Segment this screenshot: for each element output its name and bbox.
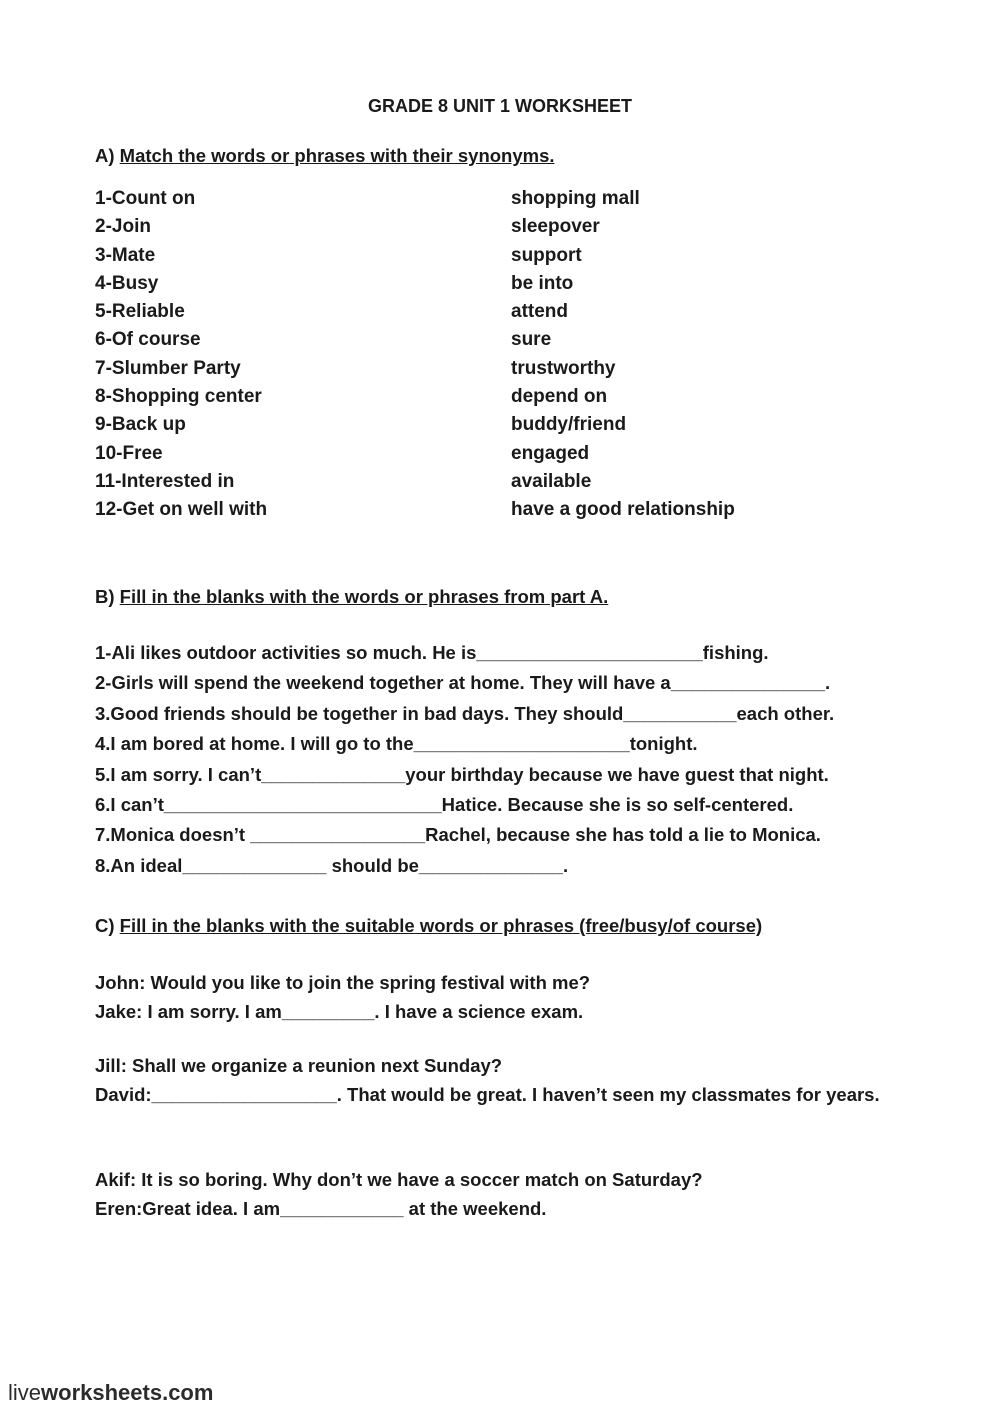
match-term: 8-Shopping center — [95, 386, 262, 408]
match-row — [95, 301, 915, 329]
match-term: 3-Mate — [95, 244, 156, 266]
match-row — [95, 188, 915, 216]
match-synonym: support — [511, 244, 582, 266]
match-synonym: available — [511, 470, 592, 492]
fill-sentence: 4.I am bored at home. I will go to the_____________________tonight. — [95, 733, 698, 755]
match-synonym: trustworthy — [511, 357, 616, 379]
match-synonym: sleepover — [511, 216, 600, 238]
dialogue-line: John: Would you like to join the spring festival with me? — [95, 972, 591, 993]
fill-sentence: 2-Girls will spend the weekend together at home. They will have a_______________. — [95, 672, 831, 694]
dialogue-line: Jill: Shall we organize a reunion next Sunday? — [95, 1055, 503, 1076]
section-b-heading — [95, 586, 608, 608]
match-term: 11-Interested in — [95, 470, 235, 492]
match-synonym: attend — [511, 301, 568, 323]
match-row — [95, 499, 915, 527]
logo-part-bold: worksheets — [41, 1380, 163, 1405]
match-term: 2-Join — [95, 216, 151, 238]
match-synonym: sure — [511, 329, 552, 351]
dialogue-3 — [95, 1165, 915, 1223]
match-term: 4-Busy — [95, 272, 159, 294]
logo-part-light: live — [8, 1380, 42, 1405]
match-row — [95, 245, 915, 273]
section-a-label: A) — [95, 145, 115, 166]
dialogue-2 — [95, 1051, 915, 1109]
match-row — [95, 414, 915, 442]
section-c-label: C) — [95, 915, 115, 936]
match-row — [95, 216, 915, 244]
match-synonym: shopping mall — [511, 188, 640, 209]
dialogue-1 — [95, 968, 915, 1026]
match-synonym: buddy/friend — [511, 414, 627, 436]
fill-sentence: 3.Good friends should be together in bad days. They should___________each other. — [95, 702, 835, 724]
match-term: 5-Reliable — [95, 301, 185, 323]
section-b-instruction: Fill in the blanks with the words or phrases from part A. — [119, 586, 609, 607]
match-row — [95, 358, 915, 386]
match-row — [95, 386, 915, 414]
liveworksheets-logo — [8, 1380, 213, 1406]
match-synonym: depend on — [511, 386, 608, 408]
match-row — [95, 443, 915, 471]
match-term: 9-Back up — [95, 414, 186, 436]
section-c-heading — [95, 915, 762, 937]
match-synonym: have a good relationship — [511, 499, 735, 521]
dialogue-line: Eren:Great idea. I am____________ at the weekend. — [95, 1198, 547, 1219]
section-a-heading — [95, 145, 555, 167]
section-b-label: B) — [95, 586, 115, 607]
dialogue-line: Jake: I am sorry. I am_________. I have a science exam. — [95, 1001, 584, 1022]
match-synonym: be into — [511, 272, 574, 294]
fill-sentence: 7.Monica doesn’t _________________Rachel, because she has told a lie to Monica. — [95, 824, 821, 846]
matching-list — [95, 188, 915, 528]
fill-sentence: 5.I am sorry. I can’t______________your birthday because we have guest that night. — [95, 763, 829, 785]
fill-sentence: 6.I can’t___________________________Hatice. Because she is so self-centered. — [95, 793, 794, 815]
worksheet-title: GRADE 8 UNIT 1 WORKSHEET — [367, 96, 633, 116]
match-term: 10-Free — [95, 442, 163, 464]
fill-sentence: 8.An ideal______________ should be______________. — [95, 854, 569, 876]
match-row — [95, 329, 915, 357]
match-row — [95, 273, 915, 301]
dialogue-line: David:__________________. That would be great. I haven’t seen my classmates for years. — [95, 1084, 880, 1105]
match-synonym: engaged — [511, 442, 590, 464]
logo-part-suffix: .com — [162, 1380, 214, 1405]
section-c-instruction: Fill in the blanks with the suitable words or phrases (free/busy/of course) — [119, 915, 763, 936]
fill-in-list — [95, 642, 925, 885]
match-term: 12-Get on well with — [95, 499, 268, 521]
match-term: 7-Slumber Party — [95, 357, 241, 379]
match-row — [95, 471, 915, 499]
fill-sentence: 1-Ali likes outdoor activities so much. He is______________________fishing. — [95, 642, 769, 663]
section-a-instruction: Match the words or phrases with their synonyms. — [119, 145, 555, 166]
match-term: 6-Of course — [95, 329, 201, 351]
match-term: 1-Count on — [95, 188, 196, 209]
dialogue-line: Akif: It is so boring. Why don’t we have a soccer match on Saturday? — [95, 1169, 703, 1190]
